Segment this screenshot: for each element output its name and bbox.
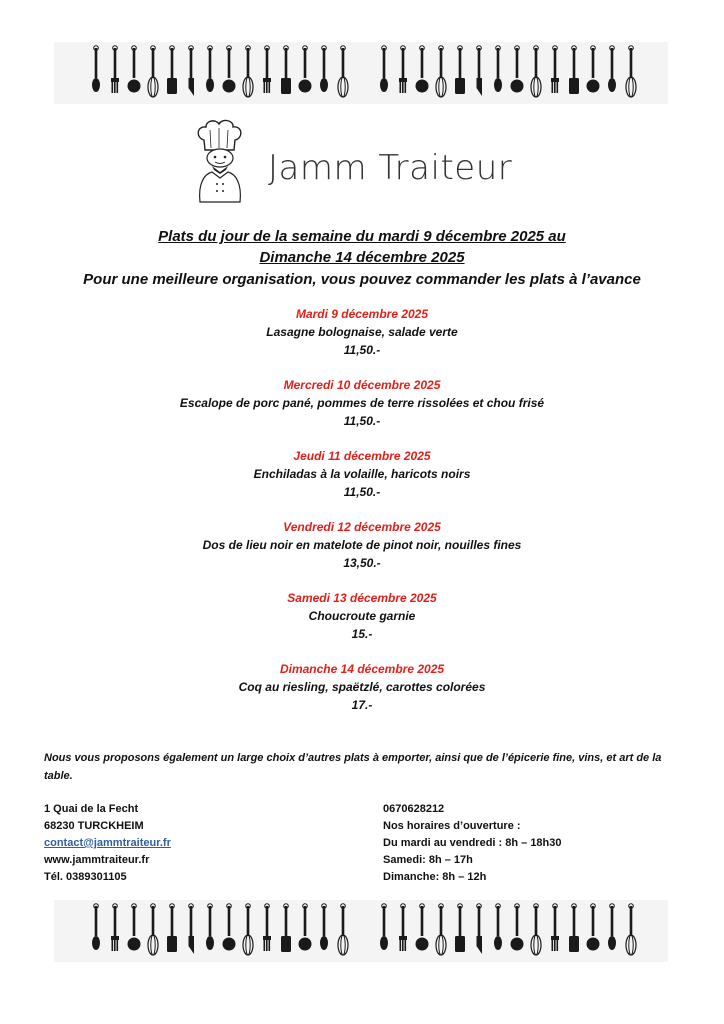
menu-day	[0, 519, 724, 590]
menu-day-price: 11,50.-	[343, 414, 381, 428]
menu-day	[0, 661, 724, 732]
utensil-border-bottom	[54, 900, 668, 962]
menu-day	[0, 590, 724, 661]
menu-day-dish: Coq au riesling, spaëtzlé, carottes colorées	[238, 680, 486, 694]
takeaway-note: Nous vous proposons également un large choix d’autres plats à emporter, ainsi que de l’épicerie fine, vins, et art de la table.	[44, 752, 662, 782]
menu-day-date: Samedi 13 décembre 2025	[287, 591, 437, 605]
menu-day-price: 15.-	[351, 627, 373, 641]
menu-day-price: 11,50.-	[343, 485, 381, 499]
menu-day-date: Jeudi 11 décembre 2025	[293, 449, 431, 463]
menu-day	[0, 306, 724, 377]
phone-text: Tél. 0389301105	[44, 871, 127, 883]
menu-day	[0, 448, 724, 519]
menu-day-dish: Lasagne bolognaise, salade verte	[266, 325, 458, 339]
hours-weekdays: Du mardi au vendredi : 8h – 18h30	[383, 837, 562, 849]
chef-icon	[190, 118, 250, 204]
email-link[interactable]: contact@jammtraiteur.fr	[44, 837, 171, 849]
menu-day	[0, 377, 724, 448]
menu-day-date: Mercredi 10 décembre 2025	[283, 378, 441, 392]
kitchen-utensils-icon	[54, 900, 668, 962]
menu-day-dish: Enchiladas à la volaille, haricots noirs	[253, 467, 471, 481]
headline-line-2: Dimanche 14 décembre 2025	[259, 249, 465, 266]
utensil-border-top	[54, 42, 668, 104]
headline-line-1: Plats du jour de la semaine du mardi 9 décembre 2025 au	[158, 228, 566, 245]
website-text: www.jammtraiteur.fr	[44, 854, 150, 866]
menu-day-date: Dimanche 14 décembre 2025	[279, 662, 445, 676]
mobile-text: 0670628212	[383, 803, 445, 815]
hours-title: Nos horaires d’ouverture :	[383, 820, 521, 832]
contact-address-block	[44, 801, 171, 886]
address-line-2: 68230 TURCKHEIM	[44, 820, 144, 832]
logo	[190, 118, 550, 204]
menu-day-dish: Escalope de porc pané, pommes de terre rissolées et chou frisé	[179, 396, 545, 410]
hours-sunday: Dimanche: 8h – 12h	[383, 871, 487, 883]
menu-day-date: Mardi 9 décembre 2025	[295, 307, 429, 321]
headline-subtitle: Pour une meilleure organisation, vous pouvez commander les plats à l’avance	[83, 271, 641, 288]
kitchen-utensils-icon	[54, 42, 668, 104]
menu-day-date: Vendredi 12 décembre 2025	[283, 520, 441, 534]
brand-name: Jamm Traiteur	[268, 148, 513, 188]
menu-day-price: 11,50.-	[343, 343, 381, 357]
contact-hours-block	[383, 801, 562, 886]
headline	[0, 226, 724, 291]
address-line-1: 1 Quai de la Fecht	[44, 803, 139, 815]
menu-day-price: 13,50.-	[343, 556, 381, 570]
menu-day-dish: Dos de lieu noir en matelote de pinot noir, nouilles fines	[202, 538, 522, 552]
menu-day-price: 17.-	[351, 698, 373, 712]
menu-list	[0, 306, 724, 732]
hours-saturday: Samedi: 8h – 17h	[383, 854, 473, 866]
menu-day-dish: Choucroute garnie	[308, 609, 416, 623]
